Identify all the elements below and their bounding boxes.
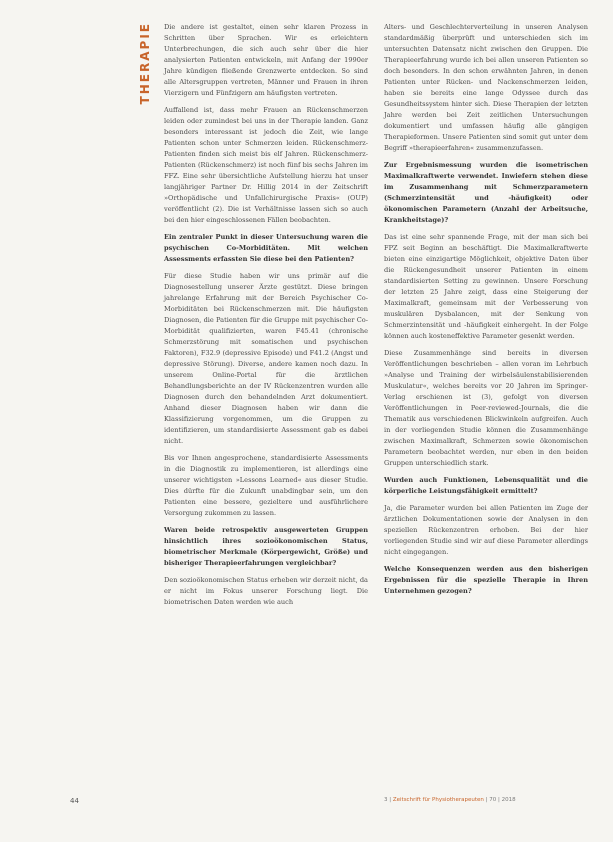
section-label: THERAPIE: [138, 22, 152, 105]
interview-question: Ein zentraler Punkt in dieser Untersuchung waren die psychischen Co-Morbiditäten. Mit welchen Assessments erfassten Sie diese bei den Patienten?: [164, 233, 368, 263]
page-number: 44: [70, 797, 79, 805]
interview-question: Wurden auch Funktionen, Lebensqualität und die körperliche Leistungsfähigkeit ermittelt?: [384, 476, 588, 495]
right-column: [384, 22, 588, 603]
body-paragraph: Die andere ist gestaltet, einen sehr klaren Prozess in Schritten über Sprachen. Wir es erleichtern Unterbrechungen, die sich auch sehr über die hier analysierten Patienten entwickeln, mit Anfang der 1990er Jahre kündigen fließende Grenzwerte entdecken. So sind alle Altersgruppen vertreten, Männer und Frauen in ihren Vierzigern und Fünfzigern am häufigsten vertreten.: [164, 23, 368, 97]
body-paragraph: Alters- und Geschlechterverteilung in unseren Analysen standardmäßig überprüft und unterschieden sich im untersuchten Datensatz nicht zwischen den Gruppen. Die Therapieerfahrung wurde ich bei allen unseren Patienten so doch besonders. In den schon erwähnten Jahren, in denen Patienten unter Rücken- und Nackenschmerzen leiden, haben sie bereits eine lange Odyssee durch das Gesundheitssystem hinter sich. Diese Therapien der letzten Jahre werden bei Zeit zeitlichen Untersuchungen dokumentiert und umfassen häufig alle gängigen Therapieformen. Unsere Patienten sind somit gut unter dem Begriff »therapieerfahren« zusammenzufassen.: [384, 23, 588, 152]
footer: [384, 797, 516, 803]
body-paragraph: Diese Zusammenhänge sind bereits in diversen Veröffentlichungen beschrieben – allen voran im Lehrbuch »Analyse und Training der wirbelsäulenstabilisierenden Muskulatur«, welches bereits vor 20 Jahren im Springer-Verlag erschienen ist (3), gefolgt von diversen Veröffentlichungen in Peer-reviewed-Journals, die die Thematik aus verschiedenen Blickwinkeln aufgreifen. Auch in der vorliegenden Studie können die Zusammenhänge zwischen Maximalkraft, Schmerzen sowie ökonomischen Parametern beobachtet werden, nur eben in den beiden Gruppen unterschiedlich stark.: [384, 349, 588, 467]
body-paragraph: Auffallend ist, dass mehr Frauen an Rückenschmerzen leiden oder zumindest bei uns in der Therapie landen. Ganz besonders interessant ist jedoch die Zeit, wie lange Patienten schon unter Schmerzen leiden. Rückenschmerz-Patienten finden sich meist bis elf Jahren. Rückenschmerz-Patienten (Rückenschmerz) ist noch fünf bis sechs Jahren im FFZ. Eine sehr übersichtliche Aufstellung hierzu hat unser langjähriger Partner Dr. Hillig 2014 in der Zeitschrift »Orthopädische und Unfallchirurgische Praxis« (OUP) veröffentlicht (2). Die ist Verhältnisse lassen sich so auch bei den hier eingeschlossenen Fällen beobachten.: [164, 106, 368, 224]
left-column: [164, 22, 368, 614]
body-paragraph: Für diese Studie haben wir uns primär auf die Diagnosestellung unserer Ärzte gestützt. Diese bringen jahrelange Erfahrung mit der Bereich Psychischer Co-Morbiditäten bei Rückenschmerzen mit. Die häufigsten Diagnosen, die Patienten für die Gruppe mit psychischer Co-Morbidität qualifizierten, waren F45.41 (chronische Schmerzstörung mit somatischen und psychischen Faktoren), F32.9 (depressive Episode) und F41.2 (Angst und depressive Störung). Diverse, andere kamen noch dazu. In unserem Online-Portal für die ärztlichen Behandlungsberichte an der IV Rückenzentren wurden alle Diagnosen durch den behandelnden Arzt dokumentiert. Anhand dieser Diagnosen haben wir dann die Klassifizierung vorgenommen, um die Gruppen zu identifizieren, um standardisierte Assessment gab es dabei nicht.: [164, 272, 368, 445]
interview-question: Zur Ergebnismessung wurden die isometrischen Maximalkraftwerte verwendet. Inwiefern stehen diese im Zusammenhang mit Schmerzparametern (Schmerzintensität und -häufigkeit) oder ökonomischen Parametern (Anzahl der Arbeitsuche, Krankheitstage)?: [384, 161, 588, 224]
footer-journal: Zeitschrift für Physiotherapeuten: [392, 797, 484, 803]
footer-suffix: | 70 | 2018: [483, 797, 516, 803]
body-paragraph: Den sozioökonomischen Status erheben wir derzeit nicht, da er nicht im Fokus unserer Forschung liegt. Die biometrischen Daten werden wie auch: [164, 576, 368, 606]
interview-question: Welche Konsequenzen werden aus den bisherigen Ergebnissen für die spezielle Therapie in Ihren Unternehmen gezogen?: [384, 565, 588, 595]
body-paragraph: Bis vor Ihnen angesprochene, standardisierte Assessments in die Diagnostik zu implementieren, ist allerdings eine unserer wichtigsten »Lessons Learned« aus dieser Studie. Dies dürfte für die Zukunft unabdingbar sein, um den Patienten eine bessere, gezieltere und ausführlichere Versorgung zukommen zu lassen.: [164, 454, 368, 517]
interview-question: Waren beide retrospektiv ausgewerteten Gruppen hinsichtlich ihres sozioökonomischen Status, biometrischer Merkmale (Körpergewicht, Größe) und bisheriger Therapieerfahrungen vergleichbar?: [164, 526, 368, 567]
footer-prefix: 3 |: [384, 797, 393, 803]
body-paragraph: Das ist eine sehr spannende Frage, mit der man sich bei FPZ seit Beginn an beschäftigt. Die Maximalkraftwerte bieten eine einzigartige Möglichkeit, objektive Daten über die Rückengesundheit unserer Patienten in einem standardisierten Setting zu gewinnen. Unsere Forschung der letzten 25 Jahre zeigt, dass eine Steigerung der Maximalkraft, gemeinsam mit der Verbesserung von muskulären Dysbalancen, mit der Senkung von Schmerzintensität und -häufigkeit einhergeht. In der Folge können auch kosteneffektive Parameter gesenkt werden.: [384, 233, 588, 340]
body-paragraph: Ja, die Parameter wurden bei allen Patienten im Zuge der ärztlichen Dokumentationen sowie der Analysen in den speziellen Rückenzentren erhoben. Bei der hier vorliegenden Studie sind wir auf diese Parameter allerdings nicht eingegangen.: [384, 504, 588, 556]
